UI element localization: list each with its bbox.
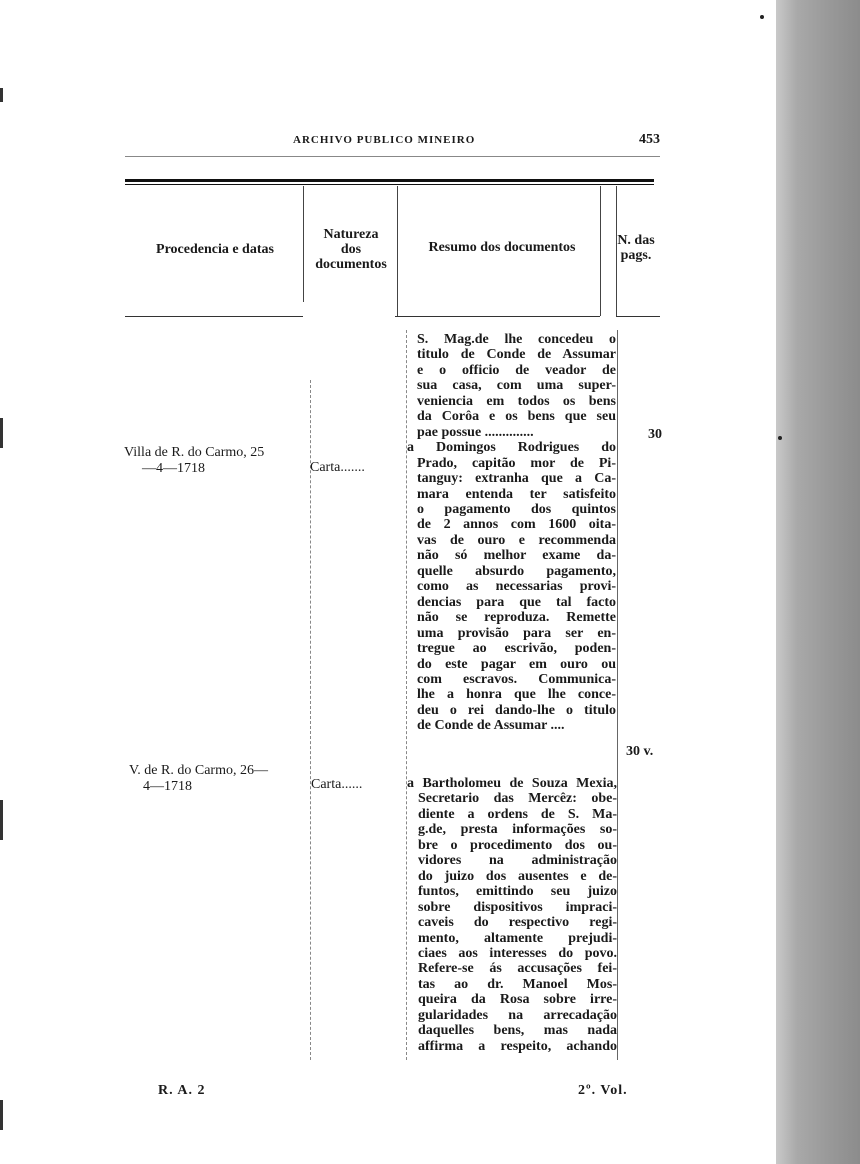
scan-edge-mark [0,88,3,102]
summary-line: do juizo dos ausentes e de- [418,868,617,884]
summary-line: o pagamento dos quintos [417,501,616,517]
summary-line: do este pagar em ouro ou [417,656,616,672]
summary-line: sua casa, com uma super- [417,378,616,394]
header-rule [125,156,660,157]
scan-edge [776,0,860,1164]
footer-right-text: 2º. Vol. [578,1083,628,1098]
summary-line: caveis do respectivo regi- [418,915,617,931]
summary-line: de Conde de Assumar .... [417,718,565,734]
summary-line: veniencia em todos os bens [417,393,616,409]
summary-line: diente a ordens de S. Ma- [418,806,617,822]
scan-speck [760,15,764,19]
summary-line: da Corôa e os bens que seu [417,409,616,425]
summary-line: daquelles bens, mas nada [418,1023,617,1039]
summary-line: Secretario das Mercêz: obe- [418,791,617,807]
entry-nature [310,460,365,476]
summary-line: vidores na administração [418,853,617,869]
summary-line: mara entenda ter satisfeito [417,486,616,502]
entry-origin-line: Villa de R. do Carmo, 25 [124,445,265,460]
scan-speck [778,436,782,440]
entry-nature-text: Carta...... [311,777,363,792]
column-head-rule [125,316,303,317]
entry-origin-line: V. de R. do Carmo, 26— [129,763,268,778]
summary-line: lhe a honra que lhe conce- [417,687,616,703]
column-divider [617,330,618,1060]
summary-line: funtos, emittindo seu juizo [418,884,617,900]
column-head-resumo [402,240,602,255]
scan-edge-mark [0,800,3,840]
column-head-resumo-text: Resumo dos documentos [428,240,576,255]
entry-origin [124,445,314,476]
header-title: ARCHIVO PUBLICO MINEIRO [293,134,476,146]
summary-line: deu o rei dando-lhe o titulo [417,702,616,718]
table-top-rule-thin [125,184,654,185]
column-head-natureza-line: dos [340,242,362,257]
summary-line: dencias para que tal facto [417,594,616,610]
entry-origin [129,763,314,794]
summary-line: pae possue .............. [417,424,534,440]
footer-right [578,1083,628,1099]
table-top-rule [125,179,654,182]
summary-line: a Bartholomeu de Souza Mexia, [407,776,617,791]
summary-line: quelle absurdo pagamento, [417,563,616,579]
summary-line: não só melhor exame da- [417,548,616,564]
summary-line: mento, altamente prejudi- [418,930,617,946]
column-head-npags [605,233,667,263]
entry-origin-line: 4—1718 [143,778,192,794]
summary-line: Refere-se ás accusações fei- [418,961,617,977]
column-head-natureza [306,227,396,272]
summary-line: tas ao dr. Manoel Mos- [418,976,617,992]
column-head-procedencia-text: Procedencia e datas [156,242,274,257]
column-head-natureza-line: Natureza [323,227,379,242]
summary-line: a Domingos Rodrigues do [407,440,616,456]
running-header [125,132,660,152]
entry-pages [626,744,653,760]
summary-line: bre o procedimento dos ou- [418,837,617,853]
column-head-rule [395,316,600,317]
entry-pages-text: 30 [648,427,662,442]
column-head-procedencia [130,242,300,257]
column-divider [303,186,304,302]
summary-line: e o officio de veador de [417,362,616,378]
column-divider [310,380,311,1060]
column-head-npags-line: N. das [617,233,655,248]
column-head-npags-line: pags. [620,248,652,263]
summary-line: tanguy: extranha que a Ca- [417,471,616,487]
summary-line: titulo de Conde de Assumar [417,347,616,363]
summary-line: de 2 annos com 1600 oita- [417,517,616,533]
summary-line: vas de ouro e recommenda [417,532,616,548]
summary-line: como as necessarias provi- [417,579,616,595]
summary-line: não se reproduza. Remette [417,610,616,626]
scan-edge-mark [0,1100,3,1130]
summary-line: affirma a respeito, achando [418,1038,617,1054]
entry-origin-line: —4—1718 [142,460,205,476]
entry-nature [311,777,362,793]
column-head-rule [616,316,660,317]
summary-line: S. Mag.de lhe concedeu o [417,332,616,347]
summary-line: queira da Rosa sobre irre- [418,992,617,1008]
entry-pages [648,427,662,443]
summary-line: Prado, capitão mor de Pi- [417,455,616,471]
column-head-natureza-line: documentos [315,257,387,272]
footer-left [158,1083,205,1099]
entry-summary [407,776,617,1054]
page-number: 453 [639,132,660,147]
summary-line: ciaes aos interesses do povo. [418,945,617,961]
summary-line: com escravos. Communica- [417,671,616,687]
scan-edge-mark [0,418,3,448]
entry-summary [407,332,616,734]
column-divider [397,186,398,316]
summary-line: uma provisão para ser en- [417,625,616,641]
summary-line: gularidades na arrecadação [418,1007,617,1023]
summary-line: tregue ao escrivão, poden- [417,641,616,657]
entry-nature-text: Carta....... [310,460,365,475]
summary-line: sobre dispositivos impraci- [418,899,617,915]
summary-line: g.de, presta informações so- [418,822,617,838]
footer-left-text: R. A. 2 [158,1083,206,1098]
entry-pages-text: 30 v. [626,744,654,759]
